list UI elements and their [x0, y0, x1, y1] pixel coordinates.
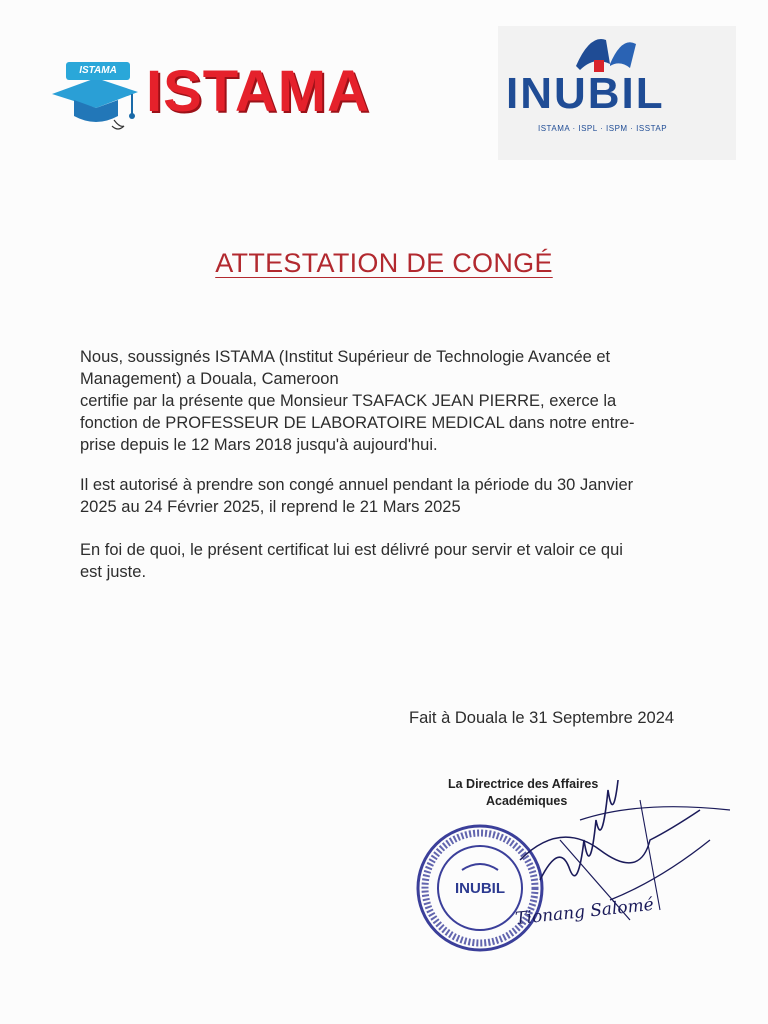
- paragraph-line: Management) a Douala, Cameroon: [80, 370, 339, 388]
- paragraph-line: Nous, soussignés ISTAMA (Institut Supérieur de Technologie Avancée et: [80, 348, 611, 366]
- paragraph-certification: [80, 346, 700, 456]
- svg-text:INUBIL: INUBIL: [455, 880, 505, 897]
- place-date: Fait à Douala le 31 Septembre 2024: [409, 709, 675, 727]
- paragraph-closing: [80, 539, 700, 583]
- inubil-logo: [498, 26, 736, 160]
- signatory-title-line: La Directrice des Affaires: [448, 777, 599, 791]
- paragraph-line: fonction de PROFESSEUR DE LABORATOIRE MEDICAL dans notre entre-: [80, 414, 635, 432]
- document-title: [0, 248, 768, 279]
- paragraph-leave-period: [80, 474, 700, 518]
- paragraph-line: En foi de quoi, le présent certificat lui est délivré pour servir et valoir ce qui: [80, 541, 623, 559]
- signatory-title-line: Académiques: [486, 794, 568, 808]
- paragraph-line: certifie par la présente que Monsieur TSAFACK JEAN PIERRE, exerce la: [80, 392, 617, 410]
- inubil-logo-text: INUBIL: [506, 69, 665, 118]
- signature-name: Tionang Salomé: [514, 894, 655, 930]
- document-title-text: ATTESTATION DE CONGÉ: [215, 248, 553, 278]
- graduation-cap-icon: [44, 56, 144, 136]
- istama-badge: ISTAMA: [66, 62, 130, 80]
- paragraph-line: 2025 au 24 Février 2025, il reprend le 21 Mars 2025: [80, 498, 461, 516]
- paragraph-line: est juste.: [80, 563, 147, 581]
- paragraph-line: prise depuis le 12 Mars 2018 jusqu'à aujourd'hui.: [80, 436, 438, 454]
- istama-logo-text: ISTAMA: [146, 59, 371, 124]
- istama-logo: [44, 56, 404, 136]
- paragraph-line: Il est autorisé à prendre son congé annuel pendant la période du 30 Janvier: [80, 476, 634, 494]
- inubil-subtitle: ISTAMA · ISPL · ISPM · ISSTAP: [538, 124, 668, 133]
